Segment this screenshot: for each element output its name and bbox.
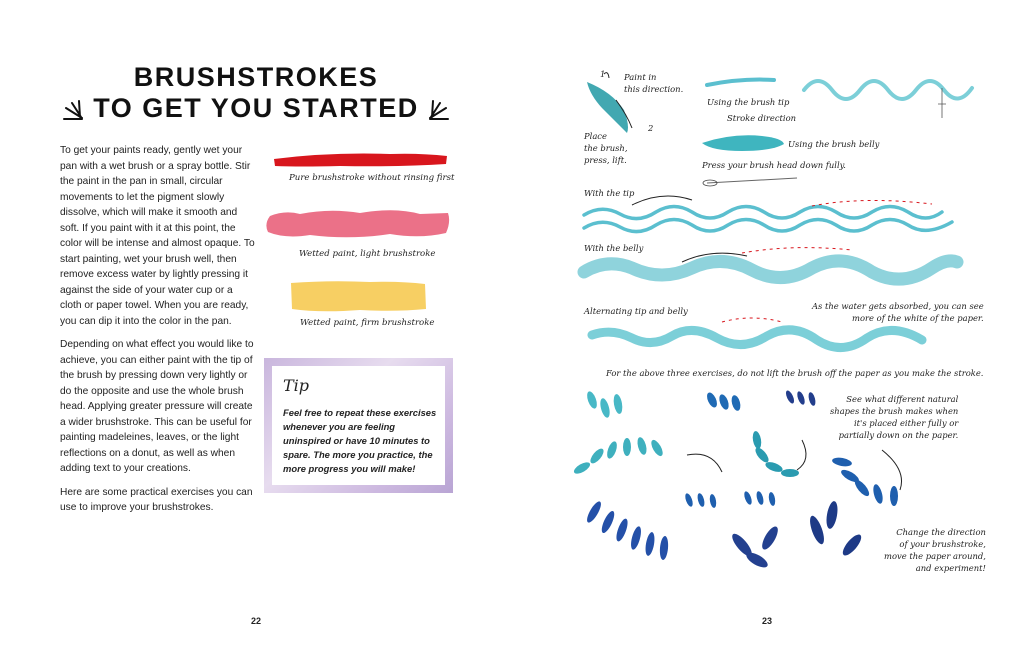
arrow-curve-2 — [797, 440, 806, 470]
note-paint-direction: Paint in this direction. — [624, 72, 684, 94]
title-line-2-text: TO GET YOU STARTED — [93, 93, 419, 123]
paragraph-2: Depending on what effect you would like to achieve, you can either paint with the tip of the brush by pressing down very lightly or do the opposite and use the whole brush head. Applying greater pressure will create a wider brushstroke. This can be useful for painting madeleines, leaves, or the light reflections on a donut, as well as when adding text to your creations. — [60, 339, 254, 474]
teal-leaf-stroke — [587, 82, 628, 133]
yellow-swatch — [291, 281, 426, 311]
tip-line-stroke — [707, 80, 774, 85]
note-using-belly: Using the brush belly — [788, 139, 880, 149]
blue-drops-1 — [705, 391, 742, 412]
note-press-head: Press your brush head down fully. — [702, 160, 846, 170]
brush-drawing — [707, 178, 797, 183]
arrow-curve-1 — [687, 454, 722, 472]
wave-tip-2 — [584, 220, 952, 232]
swatch-caption-3: Wetted paint, firm brushstroke — [300, 318, 435, 328]
note-alternating: Alternating tip and belly — [584, 306, 688, 316]
dashed-tip-row — [812, 200, 932, 206]
dashed-belly-row — [742, 248, 852, 253]
page-number-right: 23 — [762, 616, 773, 626]
title-line-1: BRUSHSTROKES — [133, 62, 379, 92]
right-page — [512, 0, 1024, 658]
arrow-curve-3 — [882, 450, 902, 490]
note-with-belly: With the belly — [584, 243, 644, 253]
wave-tip-1 — [584, 207, 942, 219]
tip-box — [264, 358, 453, 493]
step-number-1: 1 — [600, 69, 606, 79]
belly-stroke — [702, 135, 784, 151]
note-above-three: For the above three exercises, do not lift the brush off the paper as you make the stroke. — [606, 368, 984, 378]
note-water-absorbed: As the water gets absorbed, you can see more of the white of the paper. — [812, 301, 984, 323]
note-stroke-direction: Stroke direction — [727, 113, 797, 123]
tip-inner — [272, 366, 445, 485]
navy-leaves-left — [585, 500, 669, 561]
teal-fan-1 — [572, 436, 665, 476]
teal-drops — [585, 390, 624, 419]
paragraph-1: To get your paints ready, gently wet your pan with a wet brush or a spray bottle. Stir the paint in the pan in small, circular movements to let the pigment slowly dissolve, which will make it smooth and soft. If you paint with it at this point, the color will be intense and almost opaque. To start painting, wet your brush well, then remove excess water by lightly pressing it against the side of your water cup or a cloth or paper towel. When you are ready, you can dip it into the color in the pan. — [60, 145, 255, 327]
pink-swatch — [266, 210, 449, 237]
page-number-left: 22 — [251, 616, 262, 626]
wave-belly — [584, 261, 957, 279]
dashed-alt-row — [722, 318, 782, 322]
swatch-caption-2: Wetted paint, light brushstroke — [299, 249, 436, 259]
note-place-brush: Place the brush, press, lift. — [584, 131, 628, 165]
swatch-caption-1: Pure brushstroke without rinsing first — [289, 173, 455, 183]
note-using-tip: Using the brush tip — [707, 97, 790, 107]
arrow-tip-row — [632, 196, 692, 205]
step-number-2: 2 — [648, 123, 654, 133]
note-see-shapes: See what different natural shapes the brush makes when it's placed either fully or partially down on the paper. — [830, 394, 959, 440]
teal-fan-2 — [751, 430, 799, 477]
wave-alt — [592, 330, 922, 348]
navy-leaf-sprig-2 — [807, 500, 864, 558]
blue-drops-2 — [784, 389, 816, 406]
navy-leaf-sprig-1 — [729, 524, 781, 570]
paragraph-3: Here are some practical exercises you can use to improve your brushstrokes. — [60, 486, 253, 513]
note-change-direction: Change the direction of your brushstroke, move the paper around, and experiment! — [884, 527, 986, 573]
red-swatch — [274, 154, 447, 167]
wavy-tip-top — [804, 81, 972, 99]
blue-fan — [831, 456, 898, 506]
note-with-tip: With the tip — [584, 188, 635, 198]
blue-drops-3 — [684, 490, 776, 508]
tip-text: Feel free to repeat these exercises whenever you are feeling uninspired or have 10 minutes to spare. The more you practice, the more progress you will make! — [283, 407, 437, 474]
tip-label: Tip — [283, 376, 310, 395]
